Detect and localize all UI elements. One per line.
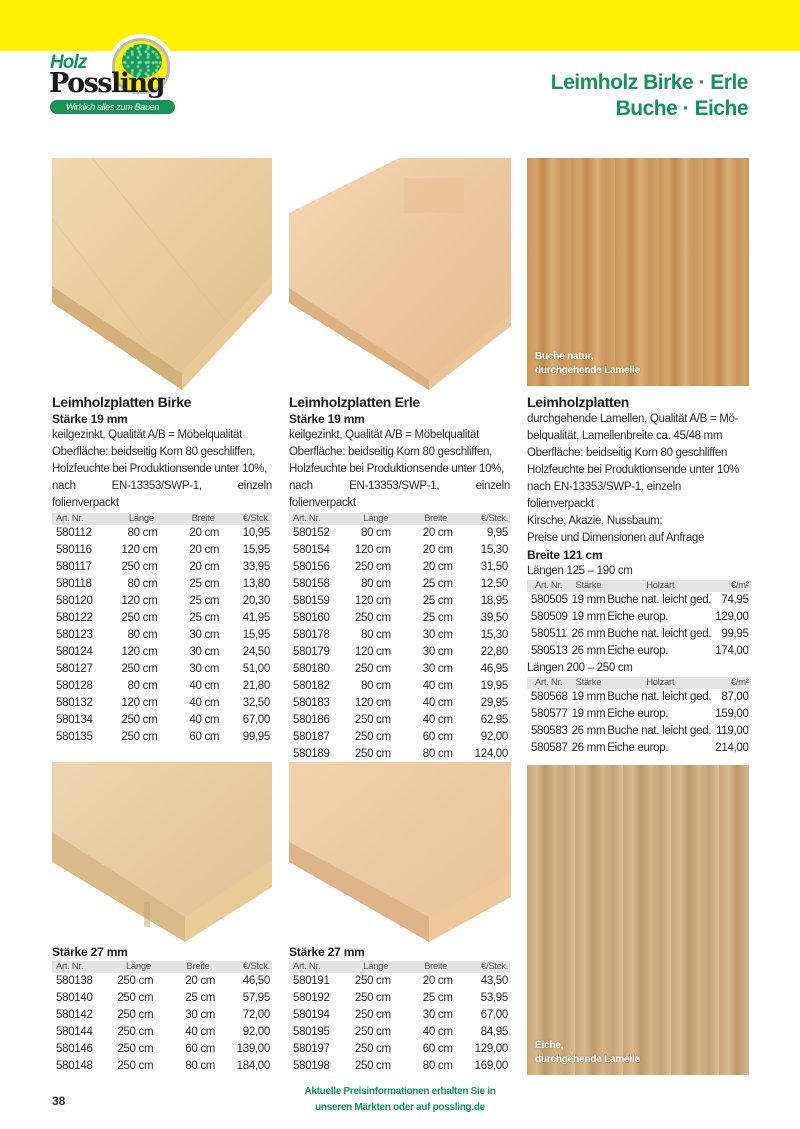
table-row (289, 593, 510, 610)
buche-eiche-long-price-table (527, 677, 751, 757)
table-cell: 250 cm (121, 731, 158, 743)
table-cell: 580124 (56, 646, 93, 658)
table-row (52, 610, 272, 627)
birke-27-image (52, 762, 272, 942)
table-cell: 40 cm (189, 714, 220, 726)
table-cell: 40 cm (189, 697, 220, 709)
table-header-row: Art. Nr. Länge Breite €/Stck. (289, 961, 510, 973)
page-number: 38 (52, 1094, 66, 1108)
table-row (52, 729, 272, 746)
table-cell: 580511 (531, 628, 567, 640)
table-header-row: Art. Nr. Länge Breite €/Stck. (289, 513, 510, 525)
table-cell: 30 cm (185, 1009, 216, 1021)
buche-eiche-description: durchgehende Lamellen, Qualität A/B = Mö- belqualität, Lamellenbreite ca. 45/48 mm Oberfläche: beidseitig Korn 80 geschliffen Holzfeuchte bei Produktionsende unter 10% nach EN-13353/SWP-1, einzeln folienverpackt Kirsche, Akazie, Nussbaum: Preise und Dimensionen auf Anfrage (527, 413, 740, 544)
table-cell: 30 cm (422, 663, 453, 675)
table-cell: 29,95 (480, 697, 508, 709)
erle-27-section (289, 944, 510, 1075)
table-row (289, 712, 510, 729)
table-cell: 580179 (293, 646, 330, 658)
table-cell: 80 cm (127, 578, 158, 590)
table-cell: 32,50 (242, 697, 270, 709)
table-cell: 580112 (56, 527, 92, 539)
table-cell: Buche nat. leicht ged. (607, 725, 712, 737)
table-cell: 250 cm (117, 1043, 154, 1055)
table-cell: 580189 (293, 748, 330, 760)
table-cell: 26 mm (571, 742, 606, 754)
table-cell: 80 cm (127, 680, 158, 692)
table-cell: 250 cm (121, 663, 158, 675)
table-cell: 15,95 (242, 629, 270, 641)
table-cell: 53,95 (480, 992, 508, 1004)
table-cell: 250 cm (117, 975, 154, 987)
table-cell: 250 cm (117, 992, 154, 1004)
table-cell: 20,30 (242, 595, 270, 607)
table-row (52, 678, 272, 695)
table-cell: 120 cm (354, 646, 391, 658)
table-row (52, 525, 272, 542)
table-cell: 60 cm (185, 1043, 216, 1055)
table-cell: 25 cm (422, 578, 453, 590)
birke-19-image (52, 158, 272, 390)
table-cell: 250 cm (354, 992, 391, 1004)
table-cell: 20 cm (189, 527, 220, 539)
table-cell: 25 cm (185, 992, 216, 1004)
birke-title: Leimholzplatten Birke (52, 394, 192, 410)
table-cell: 159,00 (715, 708, 749, 720)
table-cell: 46,50 (242, 975, 270, 987)
table-cell: 580159 (293, 595, 330, 607)
table-cell: 139,00 (236, 1043, 270, 1055)
table-row (289, 1007, 510, 1024)
table-cell: 580138 (56, 975, 93, 987)
table-cell: 580116 (56, 544, 92, 556)
erle-thickness-19: Stärke 19 mm (289, 412, 365, 426)
table-cell: 580146 (56, 1043, 93, 1055)
table-cell: 580505 (531, 594, 568, 606)
table-cell: 40 cm (185, 1026, 216, 1038)
table-cell: 74,95 (721, 594, 749, 606)
table-cell: 250 cm (354, 1009, 391, 1021)
table-cell: 129,00 (715, 611, 749, 623)
table-cell: 60 cm (422, 731, 453, 743)
table-cell: Buche nat. leicht ged. (607, 691, 712, 703)
table-cell: 21,80 (242, 680, 270, 692)
table-cell: 26 mm (571, 628, 606, 640)
table-cell: 19 mm (571, 594, 606, 606)
table-cell: 580187 (293, 731, 330, 743)
table-cell: 20 cm (422, 561, 453, 573)
table-cell: 580122 (56, 612, 93, 624)
buche-eiche-short-price-table (527, 580, 751, 660)
table-cell: 15,95 (242, 544, 270, 556)
table-cell: 87,00 (721, 691, 749, 703)
table-cell: 80 cm (185, 1060, 216, 1072)
table-cell: 39,50 (480, 612, 508, 624)
table-cell: 580180 (293, 663, 330, 675)
table-cell: 92,00 (242, 1026, 270, 1038)
table-cell: Eiche europ. (607, 708, 669, 720)
table-cell: 129,00 (474, 1043, 508, 1055)
erle-board-shape (289, 158, 511, 390)
table-cell: 580198 (293, 1060, 330, 1072)
table-cell: 60 cm (422, 1043, 453, 1055)
table-cell: 580142 (56, 1009, 93, 1021)
table-cell: 20 cm (422, 975, 453, 987)
table-row (52, 990, 272, 1007)
table-cell: 99,95 (721, 628, 749, 640)
table-cell: 25 cm (189, 578, 220, 590)
birke-description: keilgezinkt, Qualität A/B = Möbelqualität Oberfläche: beidseitig Korn 80 geschliffen, Holzfeuchte bei Produktionsende unter 10%, nach EN-13353/SWP-1, einzeln folienverpackt (52, 429, 272, 509)
table-cell: 580118 (56, 578, 92, 590)
table-cell: 580587 (531, 742, 568, 754)
table-cell: 41,95 (242, 612, 270, 624)
buche-eiche-title: Leimholzplatten (527, 394, 630, 410)
table-cell: 25 cm (189, 612, 220, 624)
table-cell: 80 cm (360, 680, 391, 692)
table-cell: 580117 (56, 561, 92, 573)
page-title-line-1: Leimholz Birke · Erle (550, 71, 748, 94)
table-cell: 580186 (293, 714, 330, 726)
table-row (52, 576, 272, 593)
table-row (289, 525, 510, 542)
table-cell: 80 cm (422, 748, 453, 760)
table-cell: 250 cm (354, 748, 391, 760)
table-cell: 13,80 (242, 578, 270, 590)
table-cell: 40 cm (189, 680, 220, 692)
table-cell: 580192 (293, 992, 330, 1004)
table-cell: 580154 (293, 544, 330, 556)
table-row (52, 973, 272, 990)
eiche-photo-caption: Eiche, durchgehende Lamelle (535, 1040, 640, 1065)
table-cell: Eiche europ. (607, 611, 669, 623)
table-header-row: Art. Nr. Länge Breite €/Stck. (52, 961, 272, 973)
table-cell: 26 mm (571, 645, 606, 657)
buche-eiche-section (527, 394, 749, 757)
table-cell: 580127 (56, 663, 93, 675)
table-cell: 40 cm (422, 697, 453, 709)
table-cell: 120 cm (121, 646, 158, 658)
table-cell: 214,00 (715, 742, 749, 754)
table-cell: 250 cm (354, 612, 391, 624)
table-cell: 15,30 (480, 629, 508, 641)
table-row (289, 746, 510, 763)
table-row (52, 712, 272, 729)
table-cell: 25 cm (189, 595, 220, 607)
table-row (289, 627, 510, 644)
table-cell: 580178 (293, 629, 330, 641)
birke-27-price-table (52, 961, 272, 1075)
table-row (289, 661, 510, 678)
table-cell: 51,00 (242, 663, 270, 675)
table-row (289, 559, 510, 576)
table-cell: 20 cm (185, 975, 216, 987)
table-row (52, 542, 272, 559)
table-cell: 67,00 (242, 714, 270, 726)
table-row (289, 610, 510, 627)
erle-section (289, 394, 510, 763)
table-row (52, 593, 272, 610)
table-row (527, 609, 751, 626)
table-cell: 169,00 (474, 1060, 508, 1072)
table-cell: 46,95 (480, 663, 508, 675)
table-cell: 250 cm (354, 561, 391, 573)
table-cell: 84,95 (480, 1026, 508, 1038)
table-cell: 80 cm (422, 1060, 453, 1072)
table-cell: 174,00 (715, 645, 749, 657)
erle-27-image (289, 762, 511, 942)
table-cell: 80 cm (127, 527, 158, 539)
logo-possling-text: Possling (49, 68, 165, 99)
table-cell: 580148 (56, 1060, 93, 1072)
table-row (289, 678, 510, 695)
table-cell: 580197 (293, 1043, 330, 1055)
table-cell: 80 cm (360, 578, 391, 590)
table-cell: 580120 (56, 595, 93, 607)
table-cell: 26 mm (571, 725, 606, 737)
birke-19-price-table (52, 513, 272, 746)
table-cell: 580144 (56, 1026, 93, 1038)
table-cell: 80 cm (360, 629, 391, 641)
table-cell: 250 cm (354, 1060, 391, 1072)
table-cell: 9,95 (486, 527, 508, 539)
table-cell: 580513 (531, 645, 568, 657)
table-cell: 580158 (293, 578, 330, 590)
table-header-row: Art. Nr. Länge Breite €/Stck. (52, 513, 272, 525)
table-cell: 580140 (56, 992, 93, 1004)
table-cell: 57,95 (242, 992, 270, 1004)
table-cell: 250 cm (354, 663, 391, 675)
possling-logo[interactable] (50, 34, 176, 116)
width-label: Breite 121 cm (527, 548, 603, 562)
table-cell: 20 cm (422, 544, 453, 556)
buche-natur-photo (527, 158, 749, 386)
table-cell: 580183 (293, 697, 330, 709)
birke-27-section (52, 944, 272, 1075)
erle-description: keilgezinkt, Qualität A/B = Möbelqualität Oberfläche: beidseitig Korn 80 geschliffen, Holzfeuchte bei Produktionsende unter 10%, nach EN-13353/SWP-1, einzeln folienverpackt (289, 429, 510, 509)
table-cell: 22,80 (480, 646, 508, 658)
table-cell: 92,00 (480, 731, 508, 743)
table-cell: 19,95 (480, 680, 508, 692)
birke-board-shape (52, 158, 272, 390)
table-cell: 250 cm (354, 731, 391, 743)
birke-thickness-19: Stärke 19 mm (52, 412, 128, 426)
table-cell: 250 cm (121, 561, 158, 573)
table-cell: Buche nat. leicht ged. (607, 594, 712, 606)
table-cell: 67,00 (480, 1009, 508, 1021)
table-cell: 580123 (56, 629, 93, 641)
table-cell: 580182 (293, 680, 330, 692)
erle-thickness-27: Stärke 27 mm (289, 945, 365, 959)
table-row (289, 1058, 510, 1075)
buche-photo-caption: Buche natur, durchgehende Lamelle (535, 351, 640, 376)
table-cell: 24,50 (242, 646, 270, 658)
table-cell: 31,50 (480, 561, 508, 573)
logo-slogan: Wirklich alles zum Bauen (50, 100, 175, 114)
table-cell: 580135 (56, 731, 93, 743)
table-cell: 60 cm (189, 731, 220, 743)
table-cell: 30 cm (189, 663, 220, 675)
table-cell: 120 cm (121, 697, 158, 709)
table-row (527, 706, 751, 723)
table-cell: 580134 (56, 714, 93, 726)
table-row (289, 1024, 510, 1041)
table-cell: 20 cm (422, 527, 453, 539)
table-cell: 30 cm (189, 646, 220, 658)
birke-27-board-shape (52, 762, 272, 942)
table-cell: 120 cm (354, 697, 391, 709)
table-cell: 30 cm (422, 646, 453, 658)
table-cell: 580195 (293, 1026, 330, 1038)
birke-thickness-27: Stärke 27 mm (52, 945, 128, 959)
table-cell: 20 cm (189, 561, 220, 573)
table-cell: 250 cm (117, 1009, 154, 1021)
table-cell: Eiche europ. (607, 645, 669, 657)
erle-title: Leimholzplatten Erle (289, 394, 420, 410)
erle-27-board-shape (289, 762, 511, 942)
page-title-line-2: Buche · Eiche (615, 97, 748, 120)
erle-27-price-table (289, 961, 510, 1075)
table-row (52, 644, 272, 661)
table-row (289, 729, 510, 746)
table-cell: 119,00 (716, 725, 749, 737)
table-row (52, 1041, 272, 1058)
table-cell: 580128 (56, 680, 93, 692)
erle-19-price-table (289, 513, 510, 763)
table-cell: 19 mm (571, 691, 606, 703)
footer-price-note: Aktuelle Preisinformationen erhalten Sie in unseren Märkten oder auf possling.de (250, 1084, 550, 1116)
birke-section (52, 394, 272, 746)
table-row (527, 723, 751, 740)
table-cell: 250 cm (354, 975, 391, 987)
table-cell: 30 cm (422, 629, 453, 641)
table-cell: 25 cm (422, 595, 453, 607)
table-header-row: Art. Nr. Stärke Holzart €/m² (527, 677, 751, 689)
table-cell: 580509 (531, 611, 568, 623)
table-row (52, 1007, 272, 1024)
logo-holz-text: Holz (50, 52, 87, 73)
table-cell: 580191 (293, 975, 330, 987)
table-cell: 124,00 (474, 748, 508, 760)
table-cell: 19 mm (571, 708, 606, 720)
table-cell: 184,00 (236, 1060, 270, 1072)
table-cell: 15,30 (480, 544, 508, 556)
table-cell: 580568 (531, 691, 568, 703)
table-cell: 19 mm (571, 611, 606, 623)
table-row (52, 1058, 272, 1075)
table-cell: 120 cm (354, 544, 391, 556)
table-row (289, 1041, 510, 1058)
table-cell: 72,00 (242, 1009, 270, 1021)
table-cell: 10,95 (242, 527, 270, 539)
table-cell: 580577 (531, 708, 568, 720)
table-row (527, 689, 751, 706)
table-row (52, 1024, 272, 1041)
table-row (289, 576, 510, 593)
table-cell: 40 cm (422, 1026, 453, 1038)
table-cell: 250 cm (354, 1026, 391, 1038)
table-row (52, 627, 272, 644)
table-cell: Eiche europ. (607, 742, 669, 754)
table-cell: 250 cm (117, 1026, 154, 1038)
table-cell: 80 cm (360, 527, 391, 539)
table-header-row: Art. Nr. Stärke Holzart €/m² (527, 580, 751, 592)
eiche-photo (527, 765, 749, 1075)
table-row (52, 695, 272, 712)
table-cell: 20 cm (189, 544, 220, 556)
table-cell: 580160 (293, 612, 330, 624)
table-cell: 18,95 (480, 595, 508, 607)
table-cell: 40 cm (422, 714, 453, 726)
table-row (52, 559, 272, 576)
table-cell: 250 cm (354, 1043, 391, 1055)
table-row (289, 973, 510, 990)
possling-website-link[interactable]: unseren Märkten oder auf possling.de (315, 1102, 485, 1113)
table-cell: 120 cm (354, 595, 391, 607)
table-row (527, 626, 751, 643)
table-row (289, 695, 510, 712)
table-row (527, 740, 751, 757)
table-cell: 25 cm (422, 992, 453, 1004)
table-cell: 12,50 (480, 578, 508, 590)
table-cell: 30 cm (189, 629, 220, 641)
table-row (527, 643, 751, 660)
table-cell: 250 cm (121, 612, 158, 624)
table-cell: 580156 (293, 561, 330, 573)
table-row (289, 542, 510, 559)
table-cell: 25 cm (422, 612, 453, 624)
page-title (551, 70, 748, 122)
table-cell: 580583 (531, 725, 568, 737)
table-cell: 250 cm (354, 714, 391, 726)
table-cell: 580194 (293, 1009, 330, 1021)
table-cell: 62,95 (480, 714, 508, 726)
table-row (527, 592, 751, 609)
table-cell: 80 cm (127, 629, 158, 641)
table-cell: 580132 (56, 697, 93, 709)
table-cell: 250 cm (121, 714, 158, 726)
table-row (289, 644, 510, 661)
erle-19-image (289, 158, 511, 390)
table-cell: 580152 (293, 527, 330, 539)
table-cell: 99,95 (242, 731, 270, 743)
table-cell: 120 cm (121, 595, 158, 607)
table-cell: 40 cm (422, 680, 453, 692)
table-cell: 30 cm (422, 1009, 453, 1021)
length-range-short: Längen 125 – 190 cm (527, 565, 633, 577)
length-range-long: Längen 200 – 250 cm (527, 662, 633, 674)
table-cell: 43,50 (480, 975, 508, 987)
table-cell: 250 cm (117, 1060, 154, 1072)
table-row (52, 661, 272, 678)
table-row (289, 990, 510, 1007)
table-cell: 33,95 (242, 561, 270, 573)
table-cell: 120 cm (121, 544, 158, 556)
table-cell: Buche nat. leicht ged. (607, 628, 712, 640)
